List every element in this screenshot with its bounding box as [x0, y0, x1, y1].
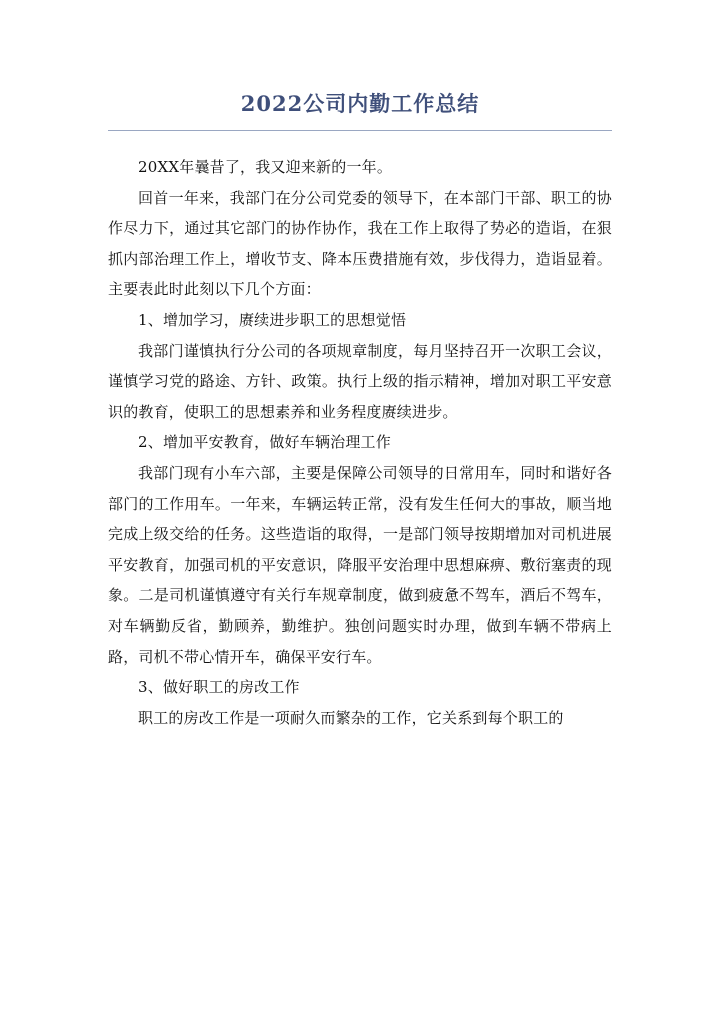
section-heading-2: 2、增加平安教育，做好车辆治理工作 [138, 433, 391, 452]
paragraph-section-1: 我部门谨慎执行分公司的各项规章制度，每月坚持召开一次职工会议，谨慎学习党的路途、方针、政策。执行上级的指示精神，增加对职工平安意识的教育，使职工的思想素养和业务程度赓续进步。 [108, 341, 612, 421]
section-heading-1: 1、增加学习，赓续进步职工的思想觉悟 [138, 310, 407, 329]
section-heading-3: 3、做好职工的房改工作 [138, 678, 300, 697]
paragraph-section-3: 职工的房改工作是一项耐久而繁杂的工作，它关系到每个职工的 [138, 708, 564, 727]
title-underline [108, 130, 612, 131]
paragraph-intro: 20XX年曩昔了，我又迎来新的一年。 [138, 158, 393, 176]
paragraph-review: 回首一年来，我部门在分公司党委的领导下，在本部门干部、职工的协作尽力下，通过其它部门的协作协作，我在工作上取得了势必的造诣，在狠抓内部治理工作上，增收节支、降本压费措施有效，步伐得力，造诣显着。主要表此时此刻以下几个方面： [108, 188, 612, 299]
document-body [108, 152, 612, 733]
paragraph-section-2: 我部门现有小车六部，主要是保障公司领导的日常用车，同时和谐好各部门的工作用车。一年来，车辆运转正常，没有发生任何大的事故，顺当地完成上级交给的任务。这些造诣的取得，一是部门领导按期增加对司机进展平安教育，加强司机的平安意识，降服平安治理中思想麻痹、敷衍塞责的现象。二是司机谨慎遵守有关行车规章制度，做到疲惫不驾车，酒后不驾车，对车辆勤反省，勤顾养，勤维护。独创问题实时办理，做到车辆不带病上路，司机不带心情开车，确保平安行车。 [108, 463, 612, 666]
document-title: 2022公司内勤工作总结 [240, 91, 480, 116]
